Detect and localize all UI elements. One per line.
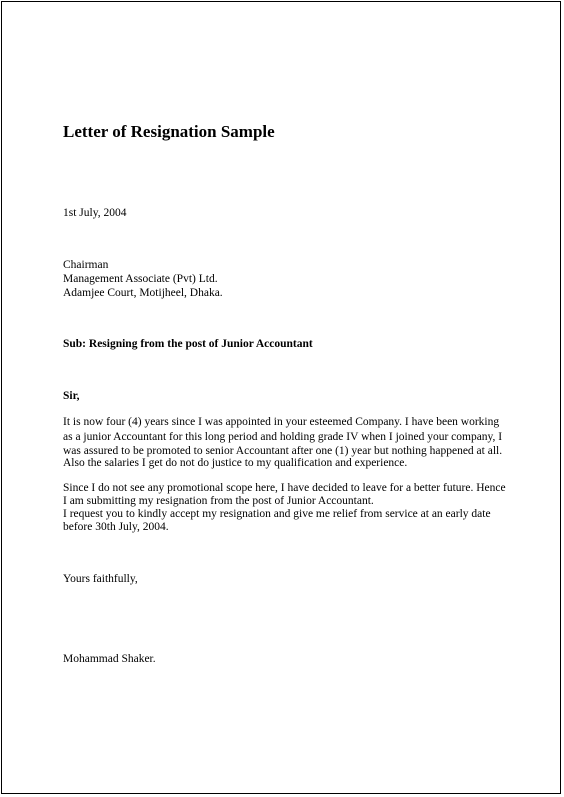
paragraph-2-line-3: I request you to kindly accept my resignation and give me relief from service at an early date [63, 508, 491, 520]
paragraph-1-line-1: It is now four (4) years since I was appointed in your esteemed Company. I have been working [63, 416, 500, 428]
recipient-line-3: Adamjee Court, Motijheel, Dhaka. [63, 287, 223, 299]
paragraph-1-line-3: was assured to be promoted to senior Accountant after one (1) year but nothing happened at all. [63, 445, 503, 457]
closing: Yours faithfully, [63, 573, 138, 585]
recipient-line-2: Management Associate (Pvt) Ltd. [63, 273, 218, 285]
letter-date: 1st July, 2004 [63, 207, 127, 219]
document-title: Letter of Resignation Sample [63, 122, 275, 141]
paragraph-2-line-1: Since I do not see any promotional scope here, I have decided to leave for a better future. Hence [63, 482, 506, 494]
paragraph-1-line-2: as a junior Accountant for this long period and holding grade IV when I joined your company, I [63, 431, 503, 443]
paragraph-1-line-4: Also the salaries I get do not do justice to my qualification and experience. [63, 457, 408, 469]
recipient-line-1: Chairman [63, 259, 109, 271]
signature-name: Mohammad Shaker. [63, 653, 156, 665]
paragraph-2-line-4: before 30th July, 2004. [63, 521, 169, 533]
page-border [1, 1, 561, 794]
subject-line: Sub: Resigning from the post of Junior Accountant [63, 338, 313, 350]
paragraph-2-line-2: I am submitting my resignation from the post of Junior Accountant. [63, 495, 374, 507]
salutation: Sir, [63, 390, 80, 402]
